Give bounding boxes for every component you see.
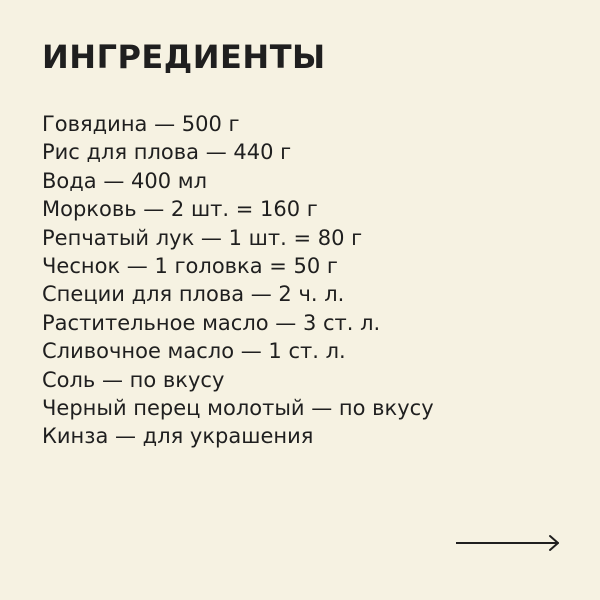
ingredients-list bbox=[42, 110, 434, 451]
ingredient-item: Растительное масло — 3 ст. л. bbox=[42, 310, 381, 335]
ingredient-item: Сливочное масло — 1 ст. л. bbox=[42, 339, 346, 364]
ingredient-item: Чеснок — 1 головка = 50 г bbox=[42, 254, 338, 279]
ingredient-item: Черный перец молотый — по вкусу bbox=[42, 396, 434, 421]
ingredient-item: Вода — 400 мл bbox=[42, 168, 208, 193]
ingredient-item: Кинза — для украшения bbox=[42, 424, 314, 449]
right-arrow-icon bbox=[456, 533, 562, 553]
ingredient-item: Соль — по вкусу bbox=[42, 367, 225, 392]
ingredient-item: Морковь — 2 шт. = 160 г bbox=[42, 197, 318, 222]
ingredient-item: Специи для плова — 2 ч. л. bbox=[42, 282, 345, 307]
ingredient-item: Говядина — 500 г bbox=[42, 112, 240, 136]
next-arrow-button[interactable] bbox=[456, 533, 562, 553]
page-title: ИНГРЕДИЕНТЫ bbox=[42, 38, 326, 76]
ingredient-item: Рис для плова — 440 г bbox=[42, 140, 292, 165]
ingredient-item: Репчатый лук — 1 шт. = 80 г bbox=[42, 225, 363, 250]
